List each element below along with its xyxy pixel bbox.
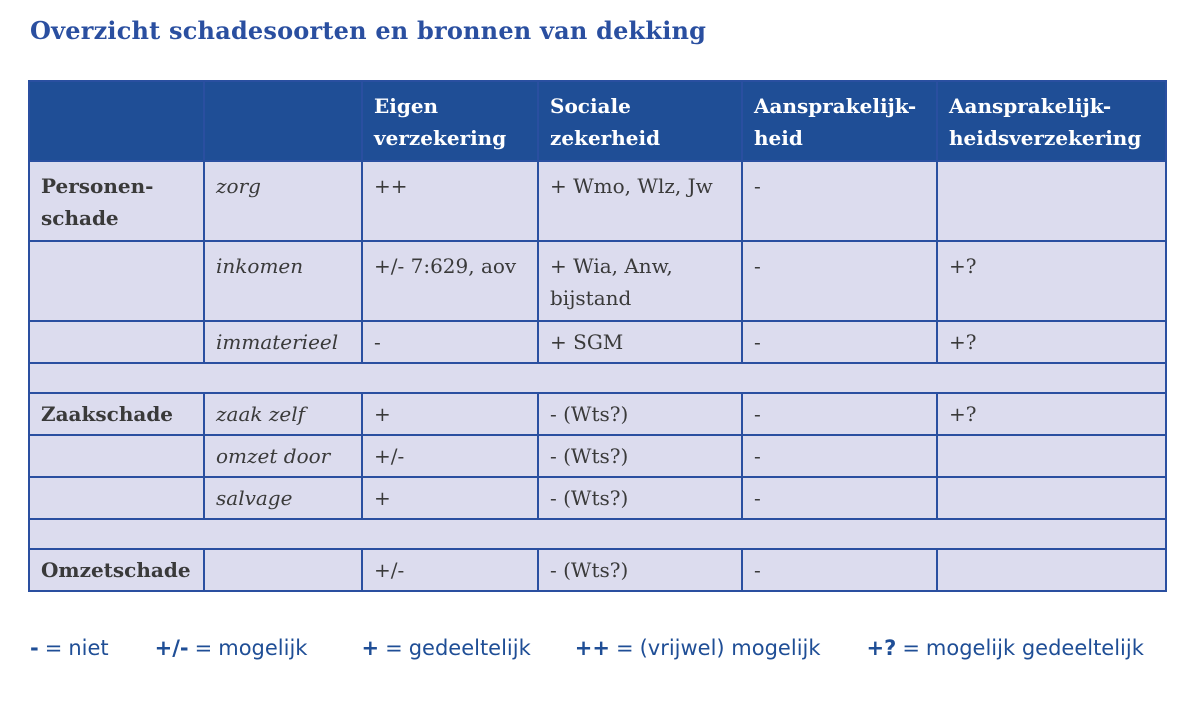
legend xyxy=(30,636,1144,660)
cell-eigen: + xyxy=(362,477,538,519)
legend-equals: = xyxy=(385,636,403,660)
cell-sociaal: - (Wts?) xyxy=(538,393,742,435)
cell-aansprakelijkheid: - xyxy=(742,477,937,519)
header-empty-2 xyxy=(204,81,362,161)
coverage-table xyxy=(28,80,1167,592)
cell-sociaal: + SGM xyxy=(538,321,742,363)
header-empty-1 xyxy=(29,81,204,161)
header-aansprakelijkheidsverzekering: Aansprakelijk- heidsverzekering xyxy=(937,81,1166,161)
legend-equals: = xyxy=(44,636,63,660)
row-subcategory xyxy=(204,549,362,591)
row-subcategory: zorg xyxy=(204,161,362,241)
cell-eigen: +/- xyxy=(362,549,538,591)
table-row xyxy=(29,161,1166,241)
cell-aansprakelijkheid: - xyxy=(742,549,937,591)
table-row xyxy=(29,435,1166,477)
cell-eigen: +/- 7:629, aov xyxy=(362,241,538,321)
legend-meaning: gedeeltelijk xyxy=(408,636,531,660)
legend-meaning: mogelijk xyxy=(218,636,308,660)
table-spacer-row xyxy=(29,363,1166,393)
legend-equals: = xyxy=(615,636,634,660)
header-eigen-verzekering: Eigen verzekering xyxy=(362,81,538,161)
table-row xyxy=(29,549,1166,591)
cell-verzekering: +? xyxy=(937,393,1166,435)
cell-aansprakelijkheid: - xyxy=(742,321,937,363)
legend-symbol: +? xyxy=(866,636,897,660)
legend-item xyxy=(867,636,1144,660)
spacer-cell xyxy=(29,363,1166,393)
cell-verzekering xyxy=(937,161,1166,241)
cell-aansprakelijkheid: - xyxy=(742,241,937,321)
table-header-row xyxy=(29,81,1166,161)
cell-eigen: ++ xyxy=(362,161,538,241)
cell-verzekering xyxy=(937,435,1166,477)
table-row xyxy=(29,321,1166,363)
legend-item xyxy=(575,636,821,660)
cell-eigen: - xyxy=(362,321,538,363)
row-category: Zaakschade xyxy=(29,393,204,435)
cell-eigen: +/- xyxy=(362,435,538,477)
legend-symbol: - xyxy=(30,636,39,660)
legend-equals: = xyxy=(194,636,213,660)
table-row xyxy=(29,241,1166,321)
legend-meaning: niet xyxy=(68,636,109,660)
row-subcategory: inkomen xyxy=(204,241,362,321)
row-subcategory: zaak zelf xyxy=(204,393,362,435)
row-category xyxy=(29,477,204,519)
legend-item xyxy=(30,636,109,660)
row-subcategory: omzet door xyxy=(204,435,362,477)
row-category xyxy=(29,435,204,477)
row-category xyxy=(29,241,204,321)
cell-verzekering xyxy=(937,549,1166,591)
page-title: Overzicht schadesoorten en bronnen van dekking xyxy=(30,16,707,45)
legend-symbol: + xyxy=(361,636,380,660)
table-row xyxy=(29,477,1166,519)
table-row xyxy=(29,393,1166,435)
header-aansprakelijkheid: Aansprakelijk- heid xyxy=(742,81,937,161)
cell-sociaal: - (Wts?) xyxy=(538,549,742,591)
header-sociale-zekerheid: Sociale zekerheid xyxy=(538,81,742,161)
legend-meaning: mogelijk gedeeltelijk xyxy=(925,636,1144,660)
cell-aansprakelijkheid: - xyxy=(742,161,937,241)
row-subcategory: salvage xyxy=(204,477,362,519)
row-category: Omzetschade xyxy=(29,549,204,591)
cell-verzekering: +? xyxy=(937,321,1166,363)
cell-verzekering: +? xyxy=(937,241,1166,321)
cell-sociaal: + Wmo, Wlz, Jw xyxy=(538,161,742,241)
spacer-cell xyxy=(29,519,1166,549)
cell-aansprakelijkheid: - xyxy=(742,435,937,477)
cell-aansprakelijkheid: - xyxy=(742,393,937,435)
legend-item xyxy=(361,636,530,660)
legend-item xyxy=(155,636,308,660)
cell-sociaal: - (Wts?) xyxy=(538,435,742,477)
cell-verzekering xyxy=(937,477,1166,519)
row-subcategory: immaterieel xyxy=(204,321,362,363)
legend-equals: = xyxy=(902,636,920,660)
legend-symbol: +/- xyxy=(154,636,189,660)
table-spacer-row xyxy=(29,519,1166,549)
cell-sociaal: + Wia, Anw, bijstand xyxy=(538,241,742,321)
cell-sociaal: - (Wts?) xyxy=(538,477,742,519)
legend-symbol: ++ xyxy=(574,636,610,660)
legend-meaning: (vrijwel) mogelijk xyxy=(639,636,821,660)
cell-eigen: + xyxy=(362,393,538,435)
row-category xyxy=(29,321,204,363)
row-category: Personen- schade xyxy=(29,161,204,241)
